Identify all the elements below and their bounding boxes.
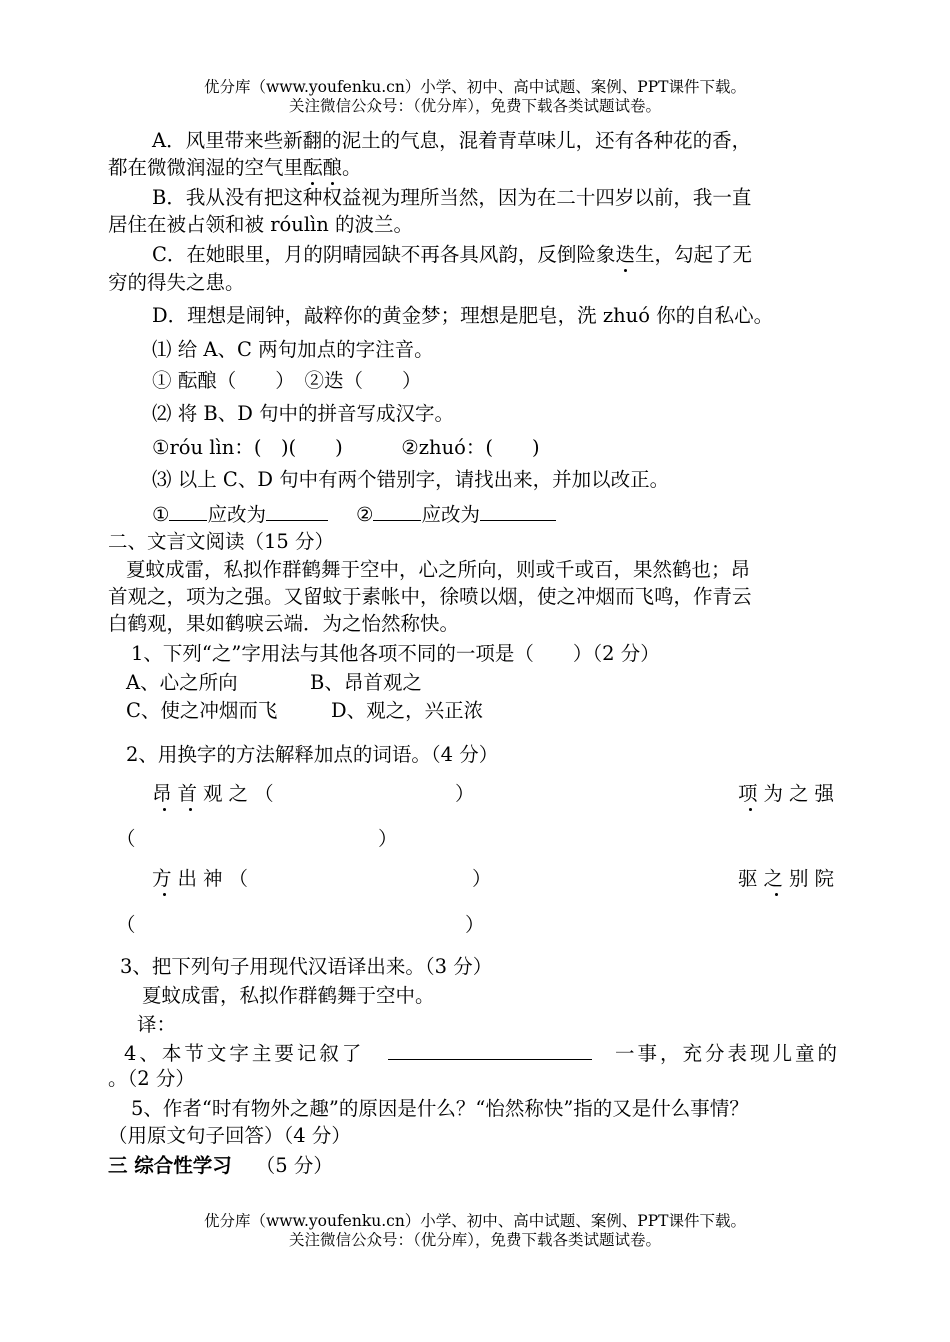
sentence-a-text: 都在微微润湿的空气里 <box>108 156 304 179</box>
sentence-b-line-2: 居住在被占领和被 róulìn 的波兰。 <box>108 213 414 236</box>
answer-blank[interactable] <box>266 500 328 521</box>
word-char: 强 <box>814 782 841 805</box>
question-3-answer <box>152 500 556 528</box>
dotted-char: 项 <box>738 782 764 805</box>
question-2-answer: ①róu lìn：( )( ) ②zhuó：( ) <box>152 436 540 459</box>
word-char: 院 <box>814 867 841 890</box>
word-item-1 <box>152 781 280 807</box>
dotted-char: 迭 <box>615 243 635 266</box>
section-2-heading: 二、文言文阅读（15 分） <box>108 530 335 553</box>
correction-mark-1: ① <box>152 503 170 526</box>
answer-blank[interactable] <box>169 500 207 521</box>
header-line-2: 关注微信公众号：（优分库），免费下载各类试题试卷。 <box>288 97 661 115</box>
word-item-4 <box>738 866 840 892</box>
dotted-char: 酿 <box>322 156 343 179</box>
question-1: ⑴ 给 A、C 两句加点的字注音。 <box>152 338 434 361</box>
answer-blank[interactable] <box>373 500 421 521</box>
dotted-char: 首 <box>177 782 204 805</box>
header-line-1: 优分库（www.youfenku.cn）小学、初中、高中试题、案例、PPT课件下载。 <box>203 78 747 96</box>
dotted-char: 之 <box>763 867 790 890</box>
sentence-c-line-2: 穷的得失之患。 <box>108 271 245 294</box>
footer-line-1: 优分库（www.youfenku.cn）小学、初中、高中试题、案例、PPT课件下载。 <box>203 1212 747 1230</box>
question-2: ⑵ 将 B、D 句中的拼音写成汉字。 <box>152 402 455 425</box>
option-b: B、昂首观之 <box>310 671 422 694</box>
sentence-c-line-1 <box>152 242 752 268</box>
sentence-a-line-1: A．风里带来些新翻的泥土的气息，混着青草味儿，还有各种花的香， <box>152 129 752 152</box>
section-3-score: （5 分） <box>255 1154 333 1177</box>
q4-text-post: 一事，充分表现儿童的 <box>614 1042 840 1065</box>
paren-close: ） <box>465 913 485 936</box>
word-item-2 <box>738 781 840 807</box>
q4-text-pre: 4、本节文字主要记叙了 <box>124 1042 365 1065</box>
sentence-b-line-1: B．我从没有把这种权益视为理所当然，因为在二十四岁以前，我一直 <box>152 186 752 209</box>
word-char: 出 <box>177 867 204 890</box>
paren-open: （ <box>228 867 255 890</box>
sentence-a-line-2 <box>108 155 362 181</box>
sentence-d: D．理想是闹钟，敲粹你的黄金梦；理想是肥皂，洗 zhuó 你的自私心。 <box>152 304 774 327</box>
paren-close: ） <box>472 867 492 890</box>
word-item-3 <box>152 866 254 892</box>
classical-question-2: 2、用换字的方法解释加点的词语。（4 分） <box>126 743 499 766</box>
dotted-char: 酝 <box>303 156 323 179</box>
translate-sentence: 夏蚊成雷，私拟作群鹤舞于空中。 <box>142 984 435 1007</box>
word-char: 别 <box>789 867 815 890</box>
paren-open: （ <box>116 913 136 936</box>
option-d: D、观之，兴正浓 <box>331 699 484 722</box>
q4-end: 。（2 分） <box>108 1067 195 1090</box>
answer-blank[interactable] <box>388 1039 592 1060</box>
word-char: 为 <box>763 782 790 805</box>
change-label: 应改为 <box>421 503 480 526</box>
sentence-a-end: 。 <box>342 156 362 179</box>
sentence-c-text-end: 生，勾起了无 <box>634 243 752 266</box>
paren-close: ） <box>455 782 475 805</box>
paren-open: （ <box>116 827 136 850</box>
classical-question-1: 1、下列“之”字用法与其他各项不同的一项是（ ）（2 分） <box>131 642 660 665</box>
word-char: 之 <box>789 782 815 805</box>
dotted-char: 方 <box>152 867 178 890</box>
paren-close: ） <box>378 827 398 850</box>
paren-open: （ <box>254 782 280 805</box>
passage-line-1: 夏蚊成雷，私拟作群鹤舞于空中，心之所向，则或千或百，果然鹤也；昂 <box>126 558 751 581</box>
word-char: 观 <box>203 782 229 805</box>
correction-mark-2: ② <box>356 503 374 526</box>
classical-question-4 <box>124 1039 840 1067</box>
change-label: 应改为 <box>207 503 266 526</box>
footer-line-2: 关注微信公众号：（优分库），免费下载各类试题试卷。 <box>288 1231 661 1249</box>
classical-question-5-line-1: 5、作者“时有物外之趣”的原因是什么？“怡然称快”指的又是什么事情？ <box>131 1097 749 1120</box>
option-a: A、心之所向 <box>126 671 238 694</box>
word-char: 驱 <box>738 867 764 890</box>
word-char: 神 <box>203 867 229 890</box>
sentence-c-text: C．在她眼里，月的阴晴园缺不再各具风韵，反倒险象 <box>152 243 616 266</box>
passage-line-2: 首观之，项为之强。又留蚊于素帐中，徐喷以烟，使之冲烟而飞鸣，作青云 <box>108 585 752 608</box>
translate-label: 译： <box>137 1013 177 1036</box>
section-3-heading <box>108 1153 333 1179</box>
option-c: C、使之冲烟而飞 <box>126 699 278 722</box>
classical-question-3: 3、把下列句子用现代汉语译出来。（3 分） <box>120 955 493 978</box>
question-1-answer: ① 酝酿（ ） ②迭（ ） <box>152 369 422 392</box>
word-char: 之 <box>228 782 255 805</box>
classical-question-5-line-2: （用原文句子回答）（4 分） <box>108 1124 351 1147</box>
answer-blank[interactable] <box>480 500 556 521</box>
passage-line-3: 白鹤观，果如鹤唳云端．为之怡然称快。 <box>108 612 460 635</box>
question-3: ⑶ 以上 C、D 句中有两个错别字，请找出来，并加以改正。 <box>152 468 670 491</box>
dotted-char: 昂 <box>152 782 178 805</box>
section-3-title: 三 综合性学习 <box>108 1154 232 1177</box>
